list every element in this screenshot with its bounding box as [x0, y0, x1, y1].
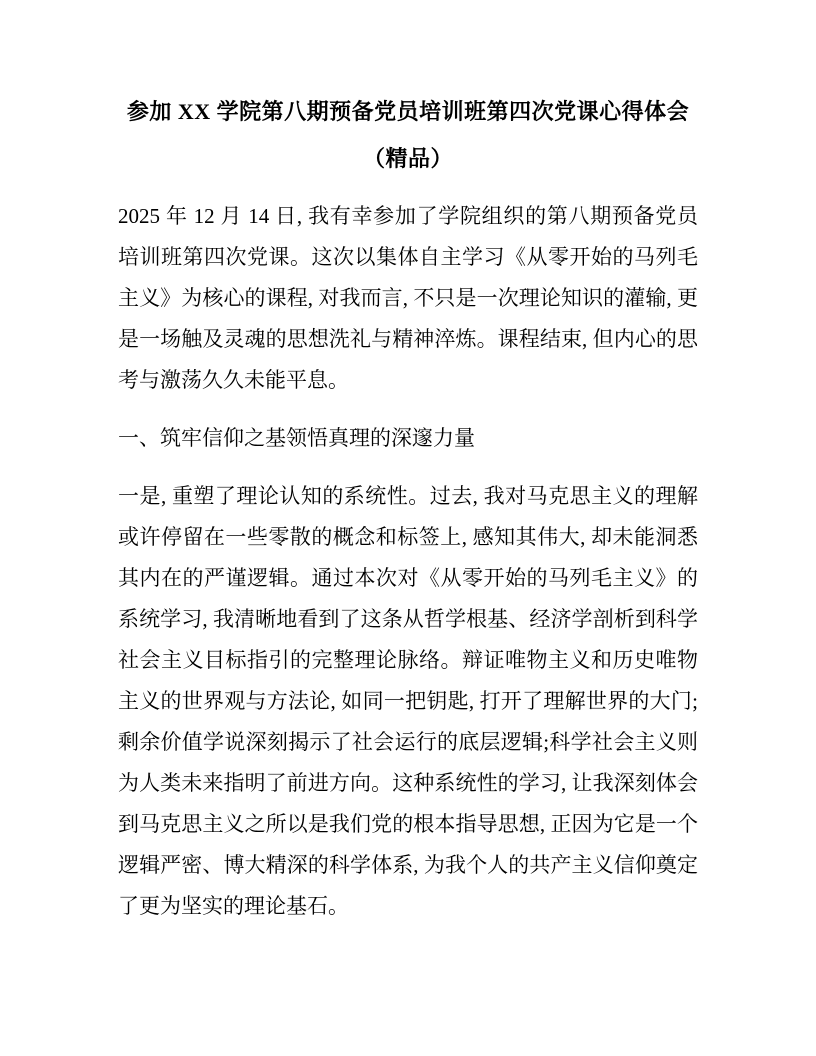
- section-heading-1: 一、筑牢信仰之基领悟真理的深邃力量: [118, 426, 475, 450]
- document-title: 参加 XX 学院第八期预备党员培训班第四次党课心得体会（精品）: [126, 99, 690, 171]
- section-1-paragraph: 一是, 重塑了理论认知的系统性。过去, 我对马克思主义的理解或许停留在一些零散的概念和标签上, 感知其伟大, 却未能洞悉其内在的严谨逻辑。通过本次对《从零开始的马列毛主义》的系统学习, 我清晰地看到了这条从哲学根基、经济学剖析到科学社会主义目标指引的完整理论脉络。辩证唯物主义和历史唯物主义的世界观与方法论, 如同一把钥匙, 打开了理解世界的大门;剩余价值学说深刻揭示了社会运行的底层逻辑;科学社会主义则为人类未来指明了前进方向。这种系统性的学习, 让我深刻体会到马克思主义之所以是我们党的根本指导思想, 正因为它是一个逻辑严密、博大精深的科学体系, 为我个人的共产主义信仰奠定了更为坚实的理论基石。: [118, 484, 698, 918]
- intro-paragraph: 2025 年 12 月 14 日, 我有幸参加了学院组织的第八期预备党员培训班第四次党课。这次以集体自主学习《从零开始的马列毛主义》为核心的课程, 对我而言, 不只是一次理论知识的灌输, 更是一场触及灵魂的思想洗礼与精神淬炼。课程结束, 但内心的思考与激荡久久未能平息。: [118, 204, 698, 392]
